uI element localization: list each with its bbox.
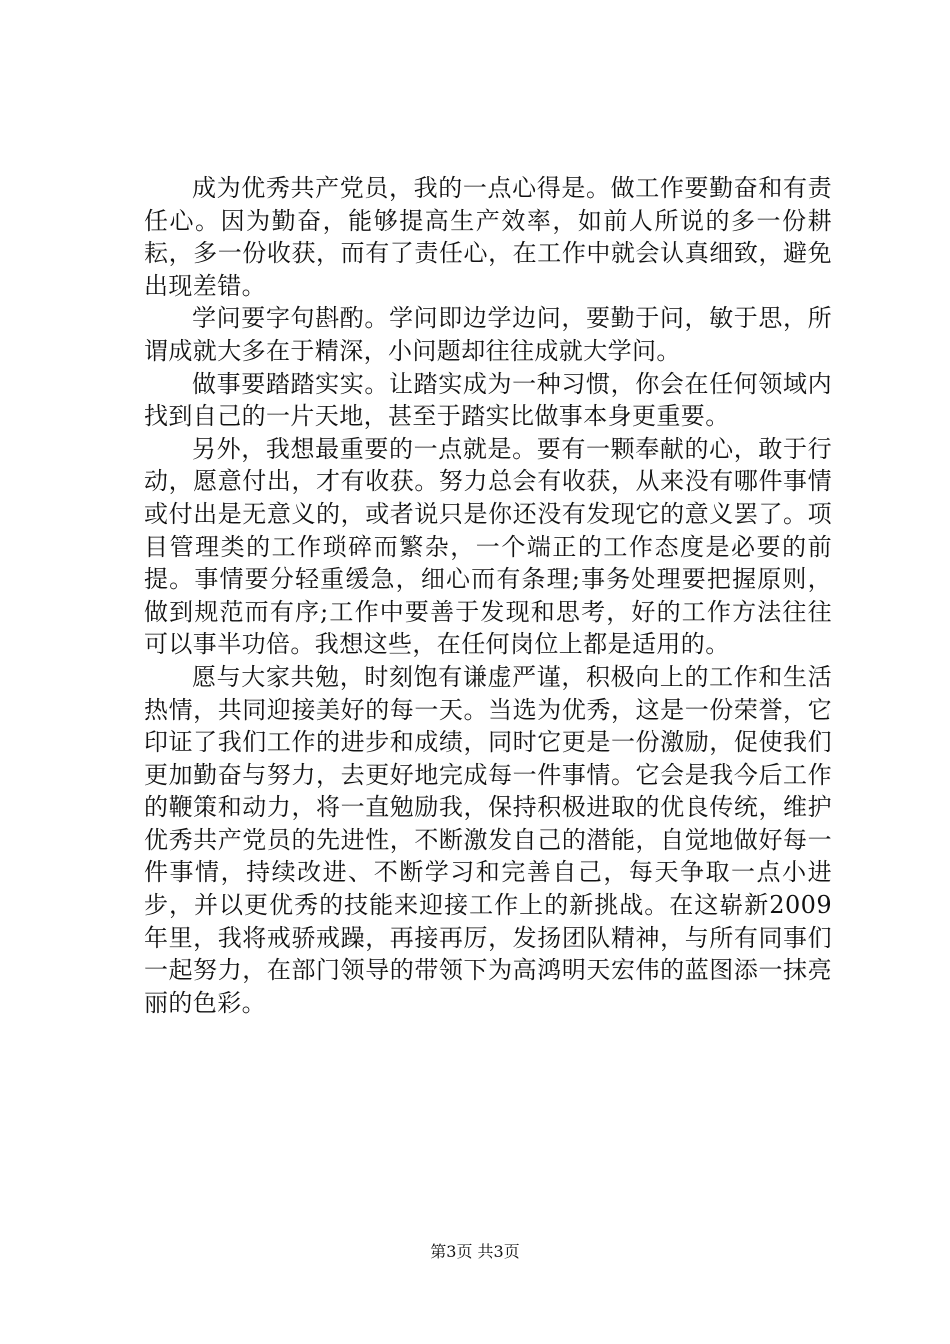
document-body: [144, 172, 832, 1019]
paragraph-3: 做事要踏踏实实。让踏实成为一种习惯，你会在任何领域内找到自己的一片天地，甚至于踏实比做事本身更重要。: [144, 369, 832, 431]
paragraph-5: 愿与大家共勉，时刻饱有谦虚严谨，积极向上的工作和生活热情，共同迎接美好的每一天。当选为优秀，这是一份荣誉，它印证了我们工作的进步和成绩，同时它更是一份激励，促使我们更加勤奋与努力，去更好地完成每一件事情。它会是我今后工作的鞭策和动力，将一直勉励我，保持积极进取的优良传统，维护优秀共产党员的先进性，不断激发自己的潜能，自觉地做好每一件事情，持续改进、不断学习和完善自己，每天争取一点小进步，并以更优秀的技能来迎接工作上的新挑战。在这崭新2009年里，我将戒骄戒躁，再接再厉，发扬团队精神，与所有同事们一起努力，在部门领导的带领下为高鸿明天宏伟的蓝图添一抹亮丽的色彩。: [144, 662, 832, 1017]
paragraph-2: 学问要字句斟酌。学问即边学边问，要勤于问，敏于思，所谓成就大多在于精深，小问题却往往成就大学问。: [144, 304, 832, 365]
page-number-footer: 第3页 共3页: [430, 1242, 520, 1261]
paragraph-4: 另外，我想最重要的一点就是。要有一颗奉献的心，敢于行动，愿意付出，才有收获。努力总会有收获，从来没有哪件事情或付出是无意义的，或者说只是你还没有发现它的意义罢了。项目管理类的工作琐碎而繁杂，一个端正的工作态度是必要的前提。事情要分轻重缓急，细心而有条理;事务处理要把握原则，做到规范而有序;工作中要善于发现和思考，好的工作方法往往可以事半功倍。我想这些，在任何岗位上都是适用的。: [144, 434, 832, 659]
paragraph-1: 成为优秀共产党员，我的一点心得是。做工作要勤奋和有责任心。因为勤奋，能够提高生产效率，如前人所说的多一份耕耘，多一份收获，而有了责任心，在工作中就会认真细致，避免出现差错。: [144, 174, 832, 300]
